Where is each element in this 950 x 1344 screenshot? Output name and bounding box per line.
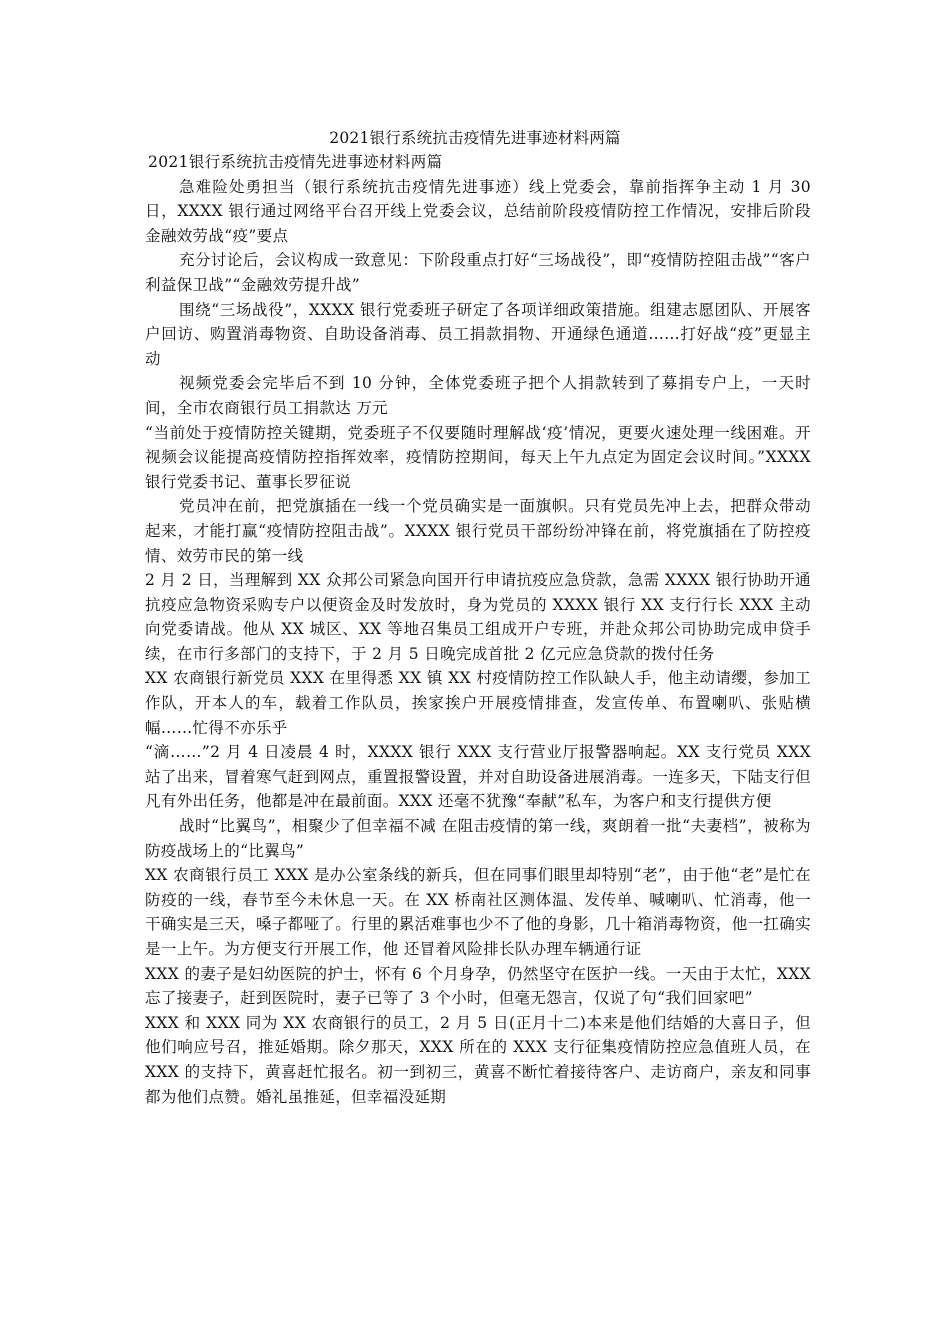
body-paragraph: “当前处于疫情防控关键期，党委班子不仅要随时理解战‘疫’情况，更要火速处理一线困难。开视频会议能提高疫情防控指挥效率，疫情防控期间，每天上午九点定为固定会议时间。”XXXX 银行党委书记、董事长罗征说 [145, 423, 811, 491]
body-paragraph: 战时“比翼鸟”，相聚少了但幸福不减 在阻击疫情的第一线，爽朗着一批“夫妻档”，被称为防疫战场上的“比翼鸟” [145, 817, 811, 860]
body-paragraph: 党员冲在前，把党旗插在一线一个党员确实是一面旗帜。只有党员先冲上去，把群众带动起来，才能打赢“疫情防控阻击战”。XXXX 银行党员干部纷纷冲锋在前，将党旗插在了防控疫情、效劳市民的第一线 [145, 497, 811, 565]
body-paragraph: XX 农商银行新党员 XXX 在里得悉 XX 镇 XX 村疫情防控工作队缺人手，他主动请缨，参加工作队，开本人的车，载着工作队员，挨家挨户开展疫情排查，发宣传单、布置喇叭、张贴横幅……忙得不亦乐乎 [145, 669, 811, 737]
body-paragraph: 充分讨论后，会议构成一致意见：下阶段重点打好“三场战役”，即“疫情防控阻击战”“客户利益保卫战”“金融效劳提升战” [145, 251, 811, 294]
body-paragraph: 围绕“三场战役”，XXXX 银行党委班子研定了各项详细政策措施。组建志愿团队、开展客户回访、购置消毒物资、自助设备消毒、员工捐款捐物、开通绿色通道……打好战“疫”更显主动 [145, 300, 811, 368]
body-paragraph: “滴……”2 月 4 日凌晨 4 时，XXXX 银行 XXX 支行营业厅报警器响起。XX 支行党员 XXX 站了出来，冒着寒气赶到网点，重置报警设置，并对自助设备进展消毒。一连多天，下陆支行但凡有外出任务，他都是冲在最前面。XXX 还毫不犹豫“奉献”私车，为客户和支行提供方便 [145, 743, 811, 811]
body-paragraph: XXX 的妻子是妇幼医院的护士，怀有 6 个月身孕，仍然坚守在医护一线。一天由于太忙，XXX 忘了接妻子，赶到医院时，妻子已等了 3 个小时，但毫无怨言，仅说了句“我们回家吧” [145, 964, 811, 1008]
body-paragraph: 视频党委会完毕后不到 10 分钟，全体党委班子把个人捐款转到了募捐专户上，一天时间，全市农商银行员工捐款达 万元 [145, 374, 811, 417]
document-subtitle: 2021银行系统抗击疫情先进事迹材料两篇 [148, 153, 443, 171]
body-paragraph: 急难险处勇担当（银行系统抗击疫情先进事迹）线上党委会，靠前指挥争主动 1 月 30 日，XXXX 银行通过网络平台召开线上党委会议，总结前阶段疫情防控工作情况，安排后阶段金融效劳战“疫”要点 [145, 177, 811, 245]
body-paragraph: XXX 和 XXX 同为 XX 农商银行的员工，2 月 5 日(正月十二)本来是他们结婚的大喜日子，但他们响应号召，推延婚期。除夕那天，XXX 所在的 XXX 支行征集疫情防控应急值班人员，在 XXX 的支持下，黄喜赶忙报名。初一到初三，黄喜不断忙着接待客户、走访商户，亲友和同事都为他们点赞。婚礼虽推延，但幸福没延期 [145, 1013, 811, 1106]
body-paragraph: XX 农商银行员工 XXX 是办公室条线的新兵，但在同事们眼里却特别“老”，由于他“老”是忙在防疫的一线，春节至今未休息一天。在 XX 桥南社区测体温、发传单、喊喇叭、忙消毒，他一干确实是三天，嗓子都哑了。行里的累活难事也少不了他的身影，几十箱消毒物资，他一扛确实是一上午。为方便支行开展工作，他 还冒着风险排长队办理车辆通行证 [145, 866, 811, 958]
body-paragraph: 2 月 2 日，当理解到 XX 众邦公司紧急向国开行申请抗疫应急贷款，急需 XXXX 银行协助开通抗疫应急物资采购专户以便资金及时发放时，身为党员的 XXXX 银行 XX 支行行长 XXX 主动向党委请战。他从 XX 城区、XX 等地召集员工组成开户专班，并赴众邦公司协助完成申贷手续，在市行多部门的支持下，于 2 月 5 日晚完成首批 2 亿元应急贷款的拨付任务 [145, 571, 811, 663]
document-title: 2021银行系统抗击疫情先进事迹材料两篇 [329, 129, 621, 147]
document-body [145, 150, 811, 1109]
